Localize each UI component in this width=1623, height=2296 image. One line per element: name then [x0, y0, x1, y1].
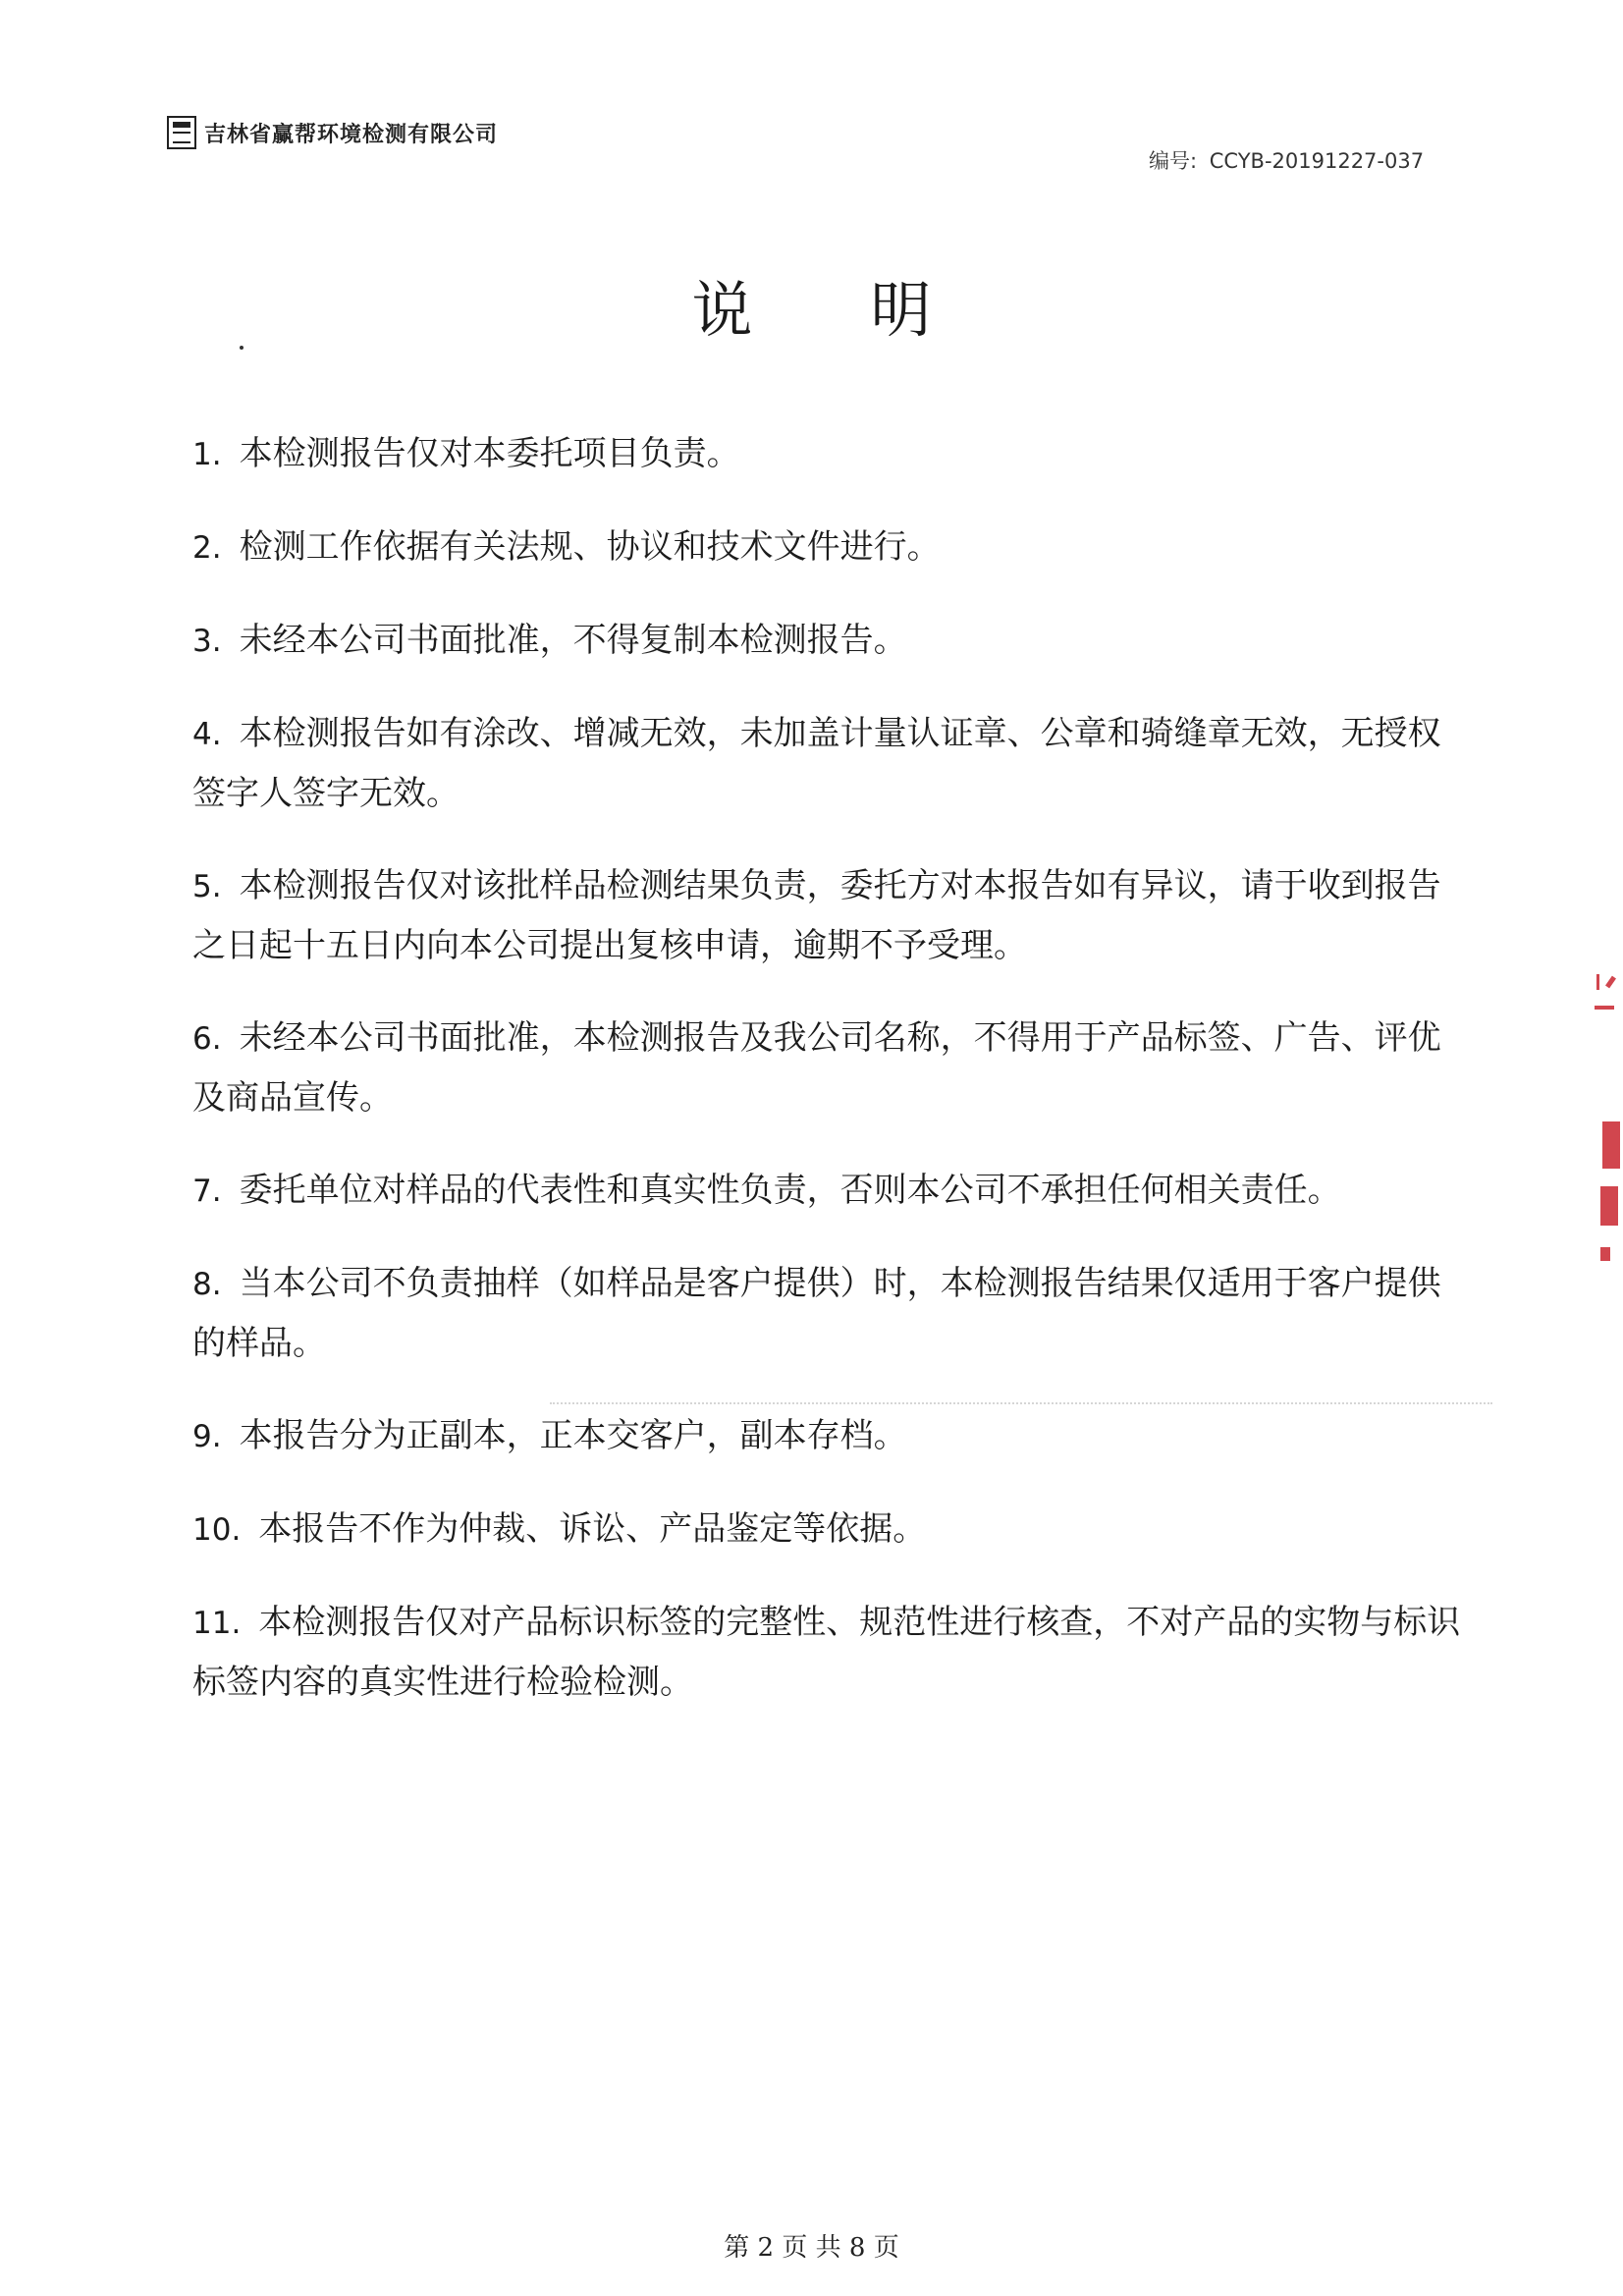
item-text: 本报告分为正副本，正本交客户，副本存档。	[239, 1416, 907, 1455]
item-text: 本检测报告仅对产品标识标签的完整性、规范性进行核查，不对产品的实物与标识标签内容的真实性进行检验检测。	[192, 1603, 1461, 1702]
list-item	[192, 518, 1469, 577]
item-number: 11.	[192, 1606, 242, 1641]
item-text: 未经本公司书面批准，不得复制本检测报告。	[239, 621, 907, 660]
list-item	[192, 1593, 1469, 1712]
item-text: 本检测报告仅对本委托项目负责。	[239, 434, 740, 473]
seal-mark	[1600, 1186, 1618, 1226]
seal-mark	[1596, 974, 1599, 990]
seal-mark	[1600, 1247, 1610, 1261]
seal-stamp-edge-icon	[1589, 972, 1623, 1306]
list-item	[192, 704, 1469, 823]
list-item	[192, 1009, 1469, 1127]
page-number: 第 2 页 共 8 页	[724, 2233, 899, 2263]
list-item	[192, 611, 1469, 671]
item-number: 7.	[192, 1174, 222, 1209]
document-number-value: CCYB-20191227-037	[1209, 149, 1425, 173]
item-text: 委托单位对样品的代表性和真实性负责，否则本公司不承担任何相关责任。	[239, 1171, 1341, 1210]
page-header	[167, 116, 498, 149]
company-name: 吉林省赢帮环境检测有限公司	[204, 122, 499, 147]
list-item	[192, 1254, 1469, 1373]
list-item	[192, 1500, 1469, 1559]
list-item	[192, 856, 1469, 975]
item-number: 1.	[192, 437, 222, 472]
item-text: 未经本公司书面批准，本检测报告及我公司名称，不得用于产品标签、广告、评优及商品宣传。	[192, 1018, 1441, 1118]
item-text: 本检测报告如有涂改、增减无效，未加盖计量认证章、公章和骑缝章无效，无授权签字人签字无效。	[192, 714, 1441, 813]
item-number: 10.	[192, 1512, 242, 1548]
list-item	[192, 424, 1469, 484]
item-number: 4.	[192, 717, 222, 752]
item-number: 2.	[192, 530, 222, 566]
item-number: 3.	[192, 624, 222, 659]
document-number-label: 编号:	[1149, 149, 1198, 173]
item-text: 当本公司不负责抽样（如样品是客户提供）时，本检测报告结果仅适用于客户提供的样品。	[192, 1264, 1441, 1363]
item-number: 5.	[192, 869, 222, 904]
item-number: 6.	[192, 1021, 222, 1057]
list-item	[192, 1406, 1469, 1466]
scan-artifact-line	[550, 1402, 1492, 1404]
page-title: 说明	[691, 274, 1050, 346]
item-number: 8.	[192, 1267, 222, 1302]
item-text: 检测工作依据有关法规、协议和技术文件进行。	[239, 527, 941, 567]
stray-dot	[240, 346, 243, 350]
seal-mark	[1602, 1121, 1620, 1169]
statement-list	[192, 424, 1469, 1745]
seal-mark	[1605, 976, 1616, 989]
list-item	[192, 1161, 1469, 1221]
item-number: 9.	[192, 1419, 222, 1454]
document-number	[1149, 145, 1424, 175]
company-logo-icon	[167, 116, 196, 149]
item-text: 本报告不作为仲裁、诉讼、产品鉴定等依据。	[258, 1509, 927, 1549]
seal-mark	[1595, 1006, 1614, 1010]
item-text: 本检测报告仅对该批样品检测结果负责，委托方对本报告如有异议，请于收到报告之日起十五日内向本公司提出复核申请，逾期不予受理。	[192, 866, 1441, 965]
